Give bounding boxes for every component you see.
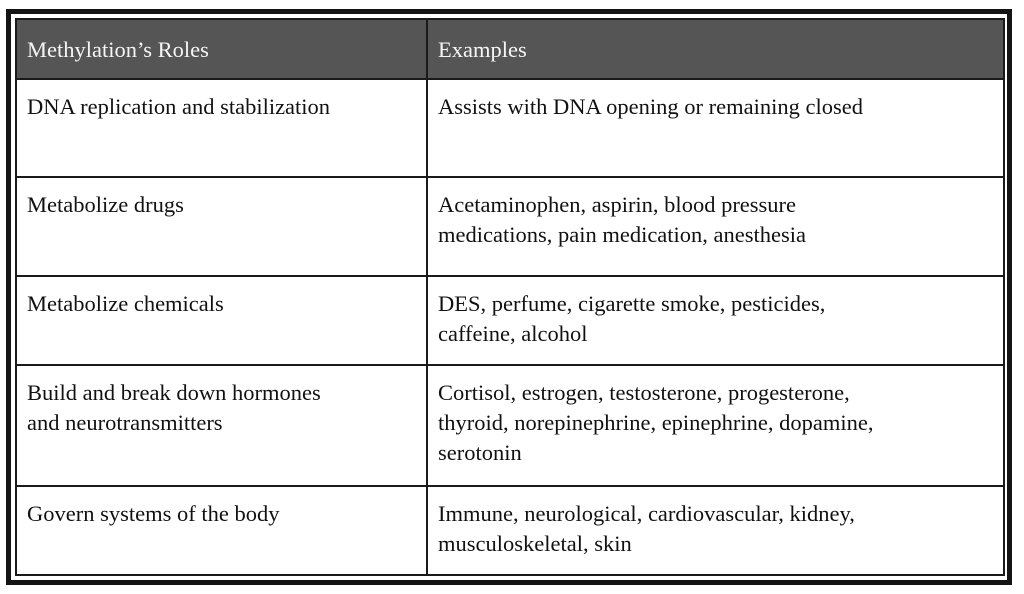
header-roles: Methylation’s Roles xyxy=(16,19,427,79)
role-cell xyxy=(16,276,427,365)
example-text: Assists with DNA opening or remaining closed xyxy=(438,94,863,119)
methylation-roles-table xyxy=(15,18,1005,576)
role-text: Govern systems of the body xyxy=(27,501,280,526)
example-cell xyxy=(427,177,1004,276)
table-row xyxy=(16,365,1004,486)
example-text: serotonin xyxy=(438,440,522,466)
example-text: Cortisol, estrogen, testosterone, progesterone, xyxy=(438,380,850,406)
header-examples: Examples xyxy=(427,19,1004,79)
role-text: Build and break down hormones xyxy=(27,380,321,406)
table-row xyxy=(16,177,1004,276)
example-text: thyroid, norepinephrine, epinephrine, dopamine, xyxy=(438,410,874,436)
table-row xyxy=(16,276,1004,365)
example-cell xyxy=(427,365,1004,486)
example-text: Immune, neurological, cardiovascular, kidney, xyxy=(438,501,855,526)
role-cell xyxy=(16,177,427,276)
role-text: Metabolize drugs xyxy=(27,192,184,218)
role-text: DNA replication and stabilization xyxy=(27,94,331,119)
example-text: caffeine, alcohol xyxy=(438,321,588,347)
table-row xyxy=(16,486,1004,575)
example-text: musculoskeletal, skin xyxy=(438,531,632,556)
example-cell xyxy=(427,276,1004,365)
table-header-row xyxy=(16,19,1004,79)
role-text: Metabolize chemicals xyxy=(27,291,224,317)
role-text: and neurotransmitters xyxy=(27,410,223,436)
example-text: DES, perfume, cigarette smoke, pesticides, xyxy=(438,291,826,317)
table-frame xyxy=(6,9,1012,585)
example-text: Acetaminophen, aspirin, blood pressure xyxy=(438,192,797,218)
role-cell xyxy=(16,79,427,177)
example-cell xyxy=(427,79,1004,177)
table-row xyxy=(16,79,1004,177)
example-cell xyxy=(427,486,1004,575)
role-cell xyxy=(16,486,427,575)
example-text: medications, pain medication, anesthesia xyxy=(438,222,807,248)
role-cell xyxy=(16,365,427,486)
